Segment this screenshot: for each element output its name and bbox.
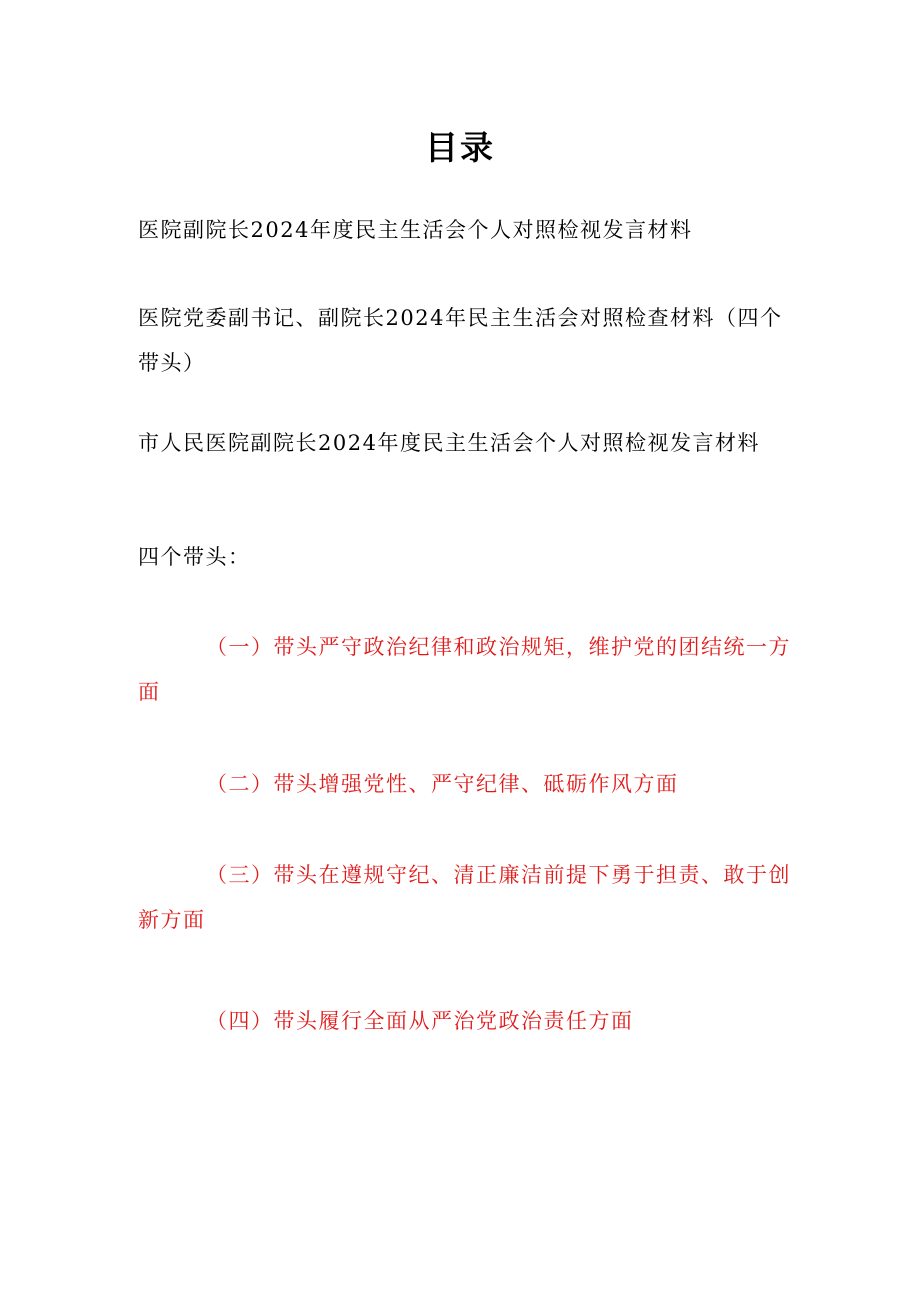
aspect-item-2: （二）带头增强党性、严守纪律、砥砺作风方面 — [206, 772, 679, 796]
toc-entry-2: 医院党委副书记、副院长2024年民主生活会对照检查材料（四个带头） — [138, 306, 783, 375]
aspect-item-4: （四）带头履行全面从严治党政治责任方面 — [206, 1009, 634, 1033]
aspect-item-3: （三）带头在遵规守纪、清正廉洁前提下勇于担责、敢于创新方面 — [138, 863, 791, 932]
toc-entry-1: 医院副院长2024年度民主生活会个人对照检视发言材料 — [138, 218, 693, 242]
aspect-item-1: （一）带头严守政治纪律和政治规矩，维护党的团结统一方面 — [138, 635, 791, 704]
page-title: 目录 — [425, 128, 495, 167]
section-label: 四个带头： — [138, 545, 251, 569]
toc-entry-3: 市人民医院副院长2024年度民主生活会个人对照检视发言材料 — [138, 431, 760, 455]
